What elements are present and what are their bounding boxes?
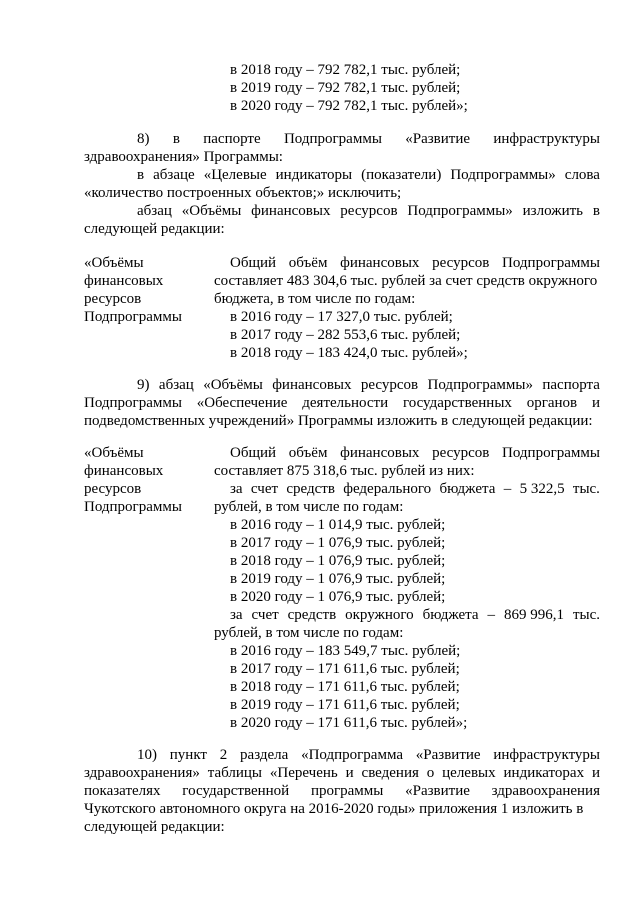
word: инфраструктуры bbox=[493, 747, 600, 763]
word: ресурсов bbox=[432, 255, 490, 271]
text-line: в 2018 году – 1 076,9 тыс. рублей; bbox=[230, 553, 446, 569]
word: финансовых bbox=[272, 377, 352, 393]
table-left-label: «Объёмы bbox=[84, 445, 144, 461]
word: 10) bbox=[137, 747, 157, 763]
word: абзац bbox=[158, 377, 194, 393]
word: Подпрограммы bbox=[84, 395, 182, 411]
paragraph-line bbox=[84, 782, 600, 800]
word: Подпрограммы bbox=[502, 255, 600, 271]
table-left-label: финансовых bbox=[84, 273, 164, 289]
word: счет bbox=[250, 481, 279, 497]
word: тыс. bbox=[572, 607, 600, 623]
word: паспорта bbox=[542, 377, 600, 393]
word: ресурсов bbox=[432, 445, 490, 461]
text-line: в 2020 году – 171 611,6 тыс. рублей»; bbox=[230, 715, 468, 731]
text-line: в 2019 году – 1 076,9 тыс. рублей; bbox=[230, 571, 446, 587]
text-line: в 2017 году – 171 611,6 тыс. рублей; bbox=[230, 661, 460, 677]
word: Подпрограммы» bbox=[427, 377, 533, 393]
word: тыс. bbox=[572, 481, 600, 497]
word: государственной bbox=[182, 783, 290, 799]
paragraph-line bbox=[137, 376, 600, 394]
text-line: в 2016 году – 1 014,9 тыс. рублей; bbox=[230, 517, 446, 533]
word: и bbox=[591, 765, 600, 781]
word: абзац bbox=[137, 203, 172, 219]
word: в bbox=[592, 203, 600, 219]
word: – bbox=[487, 607, 496, 623]
word: «Объёмы bbox=[181, 203, 242, 219]
word: «Объёмы bbox=[203, 377, 263, 393]
word: средств bbox=[287, 607, 337, 623]
table-left-label: ресурсов bbox=[84, 481, 142, 497]
paragraph-line bbox=[230, 480, 600, 498]
word: 869 996,1 bbox=[503, 607, 564, 623]
paragraph-line bbox=[137, 130, 600, 148]
word: Подпрограммы bbox=[283, 131, 382, 147]
text-line: здравоохранения» Программы: bbox=[84, 149, 283, 165]
table-left-label: «Объёмы bbox=[84, 255, 144, 271]
word: 8) bbox=[137, 131, 150, 147]
word: слова bbox=[564, 167, 600, 183]
word: окружного bbox=[345, 607, 414, 623]
word: за bbox=[230, 481, 243, 497]
text-line: в 2017 году – 1 076,9 тыс. рублей; bbox=[230, 535, 446, 551]
word: паспорте bbox=[203, 131, 261, 147]
word: деятельности bbox=[302, 395, 389, 411]
word: (показатели) bbox=[361, 167, 442, 183]
word: бюджета bbox=[439, 481, 496, 497]
text-line: подведомственных учреждений» Программы изложить в следующей редакции: bbox=[84, 413, 593, 429]
table-left-label: Подпрограммы bbox=[84, 499, 182, 515]
word: и bbox=[345, 765, 354, 781]
word: Общий bbox=[230, 255, 277, 271]
paragraph-line bbox=[137, 166, 600, 184]
word: «Целевые bbox=[203, 167, 267, 183]
word: финансовых bbox=[340, 255, 420, 271]
paragraph-line bbox=[230, 444, 600, 462]
word: Подпрограммы bbox=[502, 445, 600, 461]
word: индикаторах bbox=[503, 765, 585, 781]
word: ресурсов bbox=[340, 203, 398, 219]
word: «Развитие bbox=[405, 783, 470, 799]
word: Подпрограммы» bbox=[450, 167, 556, 183]
word: раздела bbox=[240, 747, 289, 763]
word: о bbox=[426, 765, 435, 781]
text-line: в 2017 году – 282 553,6 тыс. рублей; bbox=[230, 327, 461, 343]
word: органов bbox=[526, 395, 578, 411]
text-line: следующей редакции: bbox=[84, 221, 225, 237]
text-line: рублей, в том числе по годам: bbox=[214, 625, 404, 641]
paragraph-line bbox=[230, 606, 600, 624]
word: финансовых bbox=[251, 203, 331, 219]
word: здравоохранения» bbox=[84, 765, 200, 781]
text-line: в 2020 году – 1 076,9 тыс. рублей; bbox=[230, 589, 446, 605]
word: 2 bbox=[219, 747, 228, 763]
word: бюджета bbox=[422, 607, 479, 623]
word: Общий bbox=[230, 445, 277, 461]
text-line: в 2016 году – 17 327,0 тыс. рублей; bbox=[230, 309, 453, 325]
word: «Развитие bbox=[405, 131, 471, 147]
text-line: составляет 483 304,6 тыс. рублей за счет средств окружного bbox=[214, 273, 598, 289]
table-left-label: финансовых bbox=[84, 463, 164, 479]
text-line: в 2019 году – 792 782,1 тыс. рублей; bbox=[230, 80, 461, 96]
table-left-label: Подпрограммы bbox=[84, 309, 182, 325]
word: показателях bbox=[84, 783, 161, 799]
word: в bbox=[172, 131, 180, 147]
word: «Перечень bbox=[269, 765, 338, 781]
word: объём bbox=[288, 445, 328, 461]
text-line: следующей редакции: bbox=[84, 819, 225, 835]
text-line: бюджета, в том числе по годам: bbox=[214, 291, 416, 307]
word: Подпрограммы» bbox=[407, 203, 513, 219]
word: абзаце bbox=[153, 167, 195, 183]
word: за bbox=[230, 607, 243, 623]
word: – bbox=[503, 481, 512, 497]
word: целевых bbox=[442, 765, 496, 781]
paragraph-line bbox=[84, 764, 600, 782]
text-line: рублей, в том числе по годам: bbox=[214, 499, 404, 515]
table-left-label: ресурсов bbox=[84, 291, 142, 307]
paragraph-line bbox=[137, 202, 600, 220]
word: программы bbox=[310, 783, 384, 799]
word: «Обеспечение bbox=[196, 395, 288, 411]
word: таблицы bbox=[207, 765, 263, 781]
text-line: в 2020 году – 792 782,1 тыс. рублей»; bbox=[230, 98, 468, 114]
word: финансовых bbox=[340, 445, 420, 461]
text-line: в 2016 году – 183 549,7 тыс. рублей; bbox=[230, 643, 461, 659]
text-line: в 2018 году – 792 782,1 тыс. рублей; bbox=[230, 62, 461, 78]
word: в bbox=[137, 167, 145, 183]
word: государственных bbox=[402, 395, 512, 411]
word: и bbox=[591, 395, 600, 411]
word: средств bbox=[286, 481, 335, 497]
word: счет bbox=[251, 607, 279, 623]
word: объём bbox=[288, 255, 328, 271]
word: здравоохранения bbox=[491, 783, 600, 799]
word: ресурсов bbox=[360, 377, 419, 393]
text-line: в 2018 году – 171 611,6 тыс. рублей; bbox=[230, 679, 460, 695]
paragraph-line bbox=[230, 254, 600, 272]
word: инфраструктуры bbox=[493, 131, 600, 147]
text-line: Чукотского автономного округа на 2016-2020 годы» приложения 1 изложить в bbox=[84, 801, 584, 817]
word: сведения bbox=[361, 765, 419, 781]
text-line: составляет 875 318,6 тыс. рублей из них: bbox=[214, 463, 475, 479]
text-line: «количество построенных объектов;» исключить; bbox=[84, 185, 402, 201]
word: 5 322,5 bbox=[519, 481, 565, 497]
word: «Подпрограмма bbox=[301, 747, 403, 763]
text-line: в 2019 году – 171 611,6 тыс. рублей; bbox=[230, 697, 460, 713]
word: пункт bbox=[169, 747, 207, 763]
text-line: в 2018 году – 183 424,0 тыс. рублей»; bbox=[230, 345, 468, 361]
word: федерального bbox=[343, 481, 432, 497]
word: 9) bbox=[137, 377, 150, 393]
word: изложить bbox=[522, 203, 584, 219]
paragraph-line bbox=[137, 746, 600, 764]
word: «Развитие bbox=[415, 747, 481, 763]
word: индикаторы bbox=[275, 167, 353, 183]
paragraph-line bbox=[84, 394, 600, 412]
